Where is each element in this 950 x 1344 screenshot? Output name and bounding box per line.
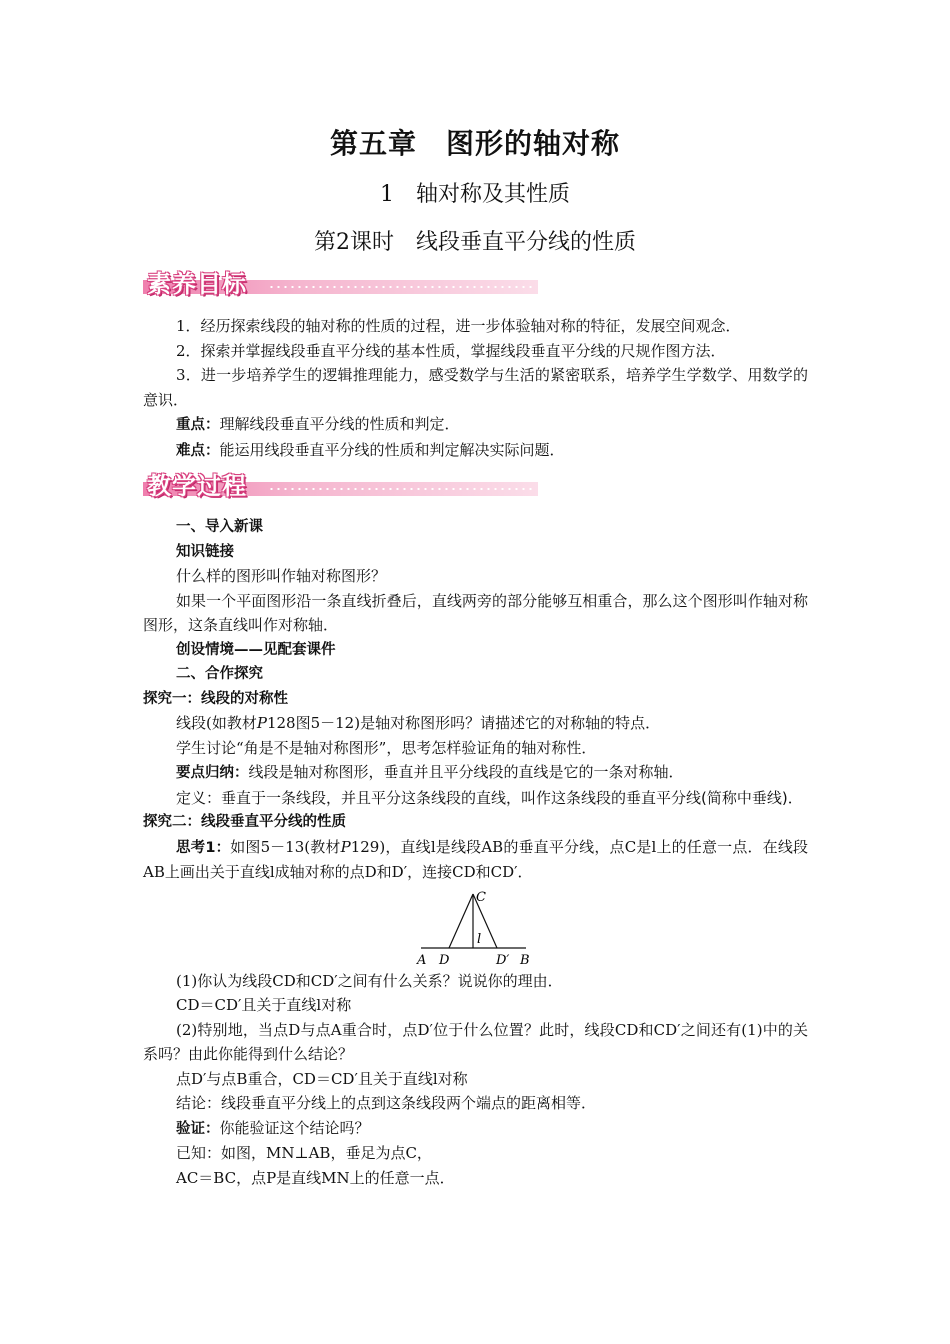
process-banner-dots [268, 488, 533, 490]
think1-post: 129)，直线l是线段AB的垂直平分线，点C是l上的任意一点．在线段AB上画出关于直线l成轴对称的点D和D′，连接CD和CD′． [143, 837, 808, 881]
given-line-2: AC＝BC，点P是直线MN上的任意一点． [176, 1168, 455, 1187]
part1-heading: 一、导入新课 [176, 519, 263, 535]
explore1-question [143, 711, 808, 736]
think1-var: P [340, 837, 351, 856]
label-d-prime: D′ [496, 952, 510, 968]
verify-line [143, 1116, 808, 1142]
verify-label: 验证： [176, 1120, 220, 1137]
knowledge-answer: 如果一个平面图形沿一条直线折叠后，直线两旁的部分能够互相重合，那么这个图形叫作轴对称图形，这条直线叫作对称轴． [143, 591, 808, 634]
summary-line [143, 760, 808, 786]
label-c: C [476, 889, 486, 905]
difficulty-point [143, 438, 808, 464]
think1-pre: 如图5－13(教材 [230, 837, 341, 856]
summary-label: 要点归纳： [176, 765, 249, 781]
knowledge-link-heading: 知识链接 [176, 543, 234, 560]
conclusion-line: 结论：线段垂直平分线上的点到这条线段两个端点的距离相等． [176, 1094, 597, 1112]
definition-line: 定义：垂直于一条线段，并且平分这条线段的直线，叫作这条线段的垂直平分线(简称中垂线)． [176, 788, 803, 807]
explore1-heading: 探究一：线段的对称性 [143, 690, 288, 707]
answer-1: CD＝CD′且关于直线l对称 [176, 996, 352, 1014]
summary-text: 线段是轴对称图形，垂直并且平分线段的直线是它的一条对称轴． [248, 763, 684, 781]
explore1-q-var: P [256, 714, 267, 732]
chapter-title: 第五章 图形的轴对称 [329, 127, 620, 160]
given-line-1: 已知：如图，MN⊥AB，垂足为点C， [176, 1144, 432, 1162]
goals-section [143, 314, 808, 463]
answer-2: 点D′与点B重合，CD＝CD′且关于直线l对称 [176, 1069, 468, 1088]
explore1-q-post: 128图5－12)是轴对称图形吗？请描述它的对称轴的特点． [266, 714, 661, 732]
label-b: B [520, 952, 530, 968]
part2-heading: 二、合作探究 [176, 666, 263, 682]
goal-item-3: 3．进一步培养学生的逻辑推理能力，感受数学与生活的紧密联系，培养学生学数学、用数学的意识． [143, 366, 808, 409]
process-banner-label: 教学过程 [147, 472, 247, 500]
think1-question [143, 835, 808, 885]
knowledge-question: 什么样的图形叫作轴对称图形？ [176, 567, 387, 585]
segment-cd [449, 894, 473, 948]
label-l: l [477, 931, 482, 947]
lesson-title: 第2课时 线段垂直平分线的性质 [314, 230, 636, 255]
label-a: A [417, 952, 427, 968]
process-section [143, 515, 808, 1190]
scenario-line: 创设情境——见配套课件 [176, 641, 336, 658]
goals-banner-label: 素养目标 [147, 270, 247, 298]
think1-label: 思考1： [176, 839, 231, 856]
label-d: D [439, 952, 450, 968]
goal-item-2: 2．探索并掌握线段垂直平分线的基本性质，掌握线段垂直平分线的尺规作图方法． [176, 341, 726, 360]
explore2-heading: 探究二：线段垂直平分线的性质 [143, 814, 346, 830]
perpendicular-bisector-figure [413, 889, 538, 969]
difficulty-text: 能运用线段垂直平分线的性质和判定解决实际问题． [219, 440, 565, 459]
goal-item-1: 1．经历探索线段的轴对称的性质的过程，进一步体验轴对称的特征，发展空间观念． [176, 317, 741, 335]
goals-banner-dots [268, 286, 533, 288]
process-banner [143, 466, 538, 502]
key-point-text: 理解线段垂直平分线的性质和判定． [219, 415, 460, 433]
key-point-label: 重点： [176, 417, 220, 433]
explore1-q-pre: 线段(如教材 [176, 714, 257, 732]
goals-banner [143, 264, 538, 300]
key-point [143, 412, 808, 438]
difficulty-label: 难点： [176, 442, 220, 459]
explore1-discussion: 学生讨论“角是不是轴对称图形”，思考怎样验证角的轴对称性． [176, 738, 597, 757]
section-title: 1 轴对称及其性质 [380, 182, 570, 207]
question-2: (2)特别地，当点D与点A重合时，点D′位于什么位置？此时，线段CD和CD′之间还有(1)中的关系吗？由此你能得到什么结论？ [143, 1020, 808, 1063]
verify-text: 你能验证这个结论吗？ [219, 1118, 370, 1137]
question-1: (1)你认为线段CD和CD′之间有什么关系？说说你的理由． [176, 971, 563, 990]
